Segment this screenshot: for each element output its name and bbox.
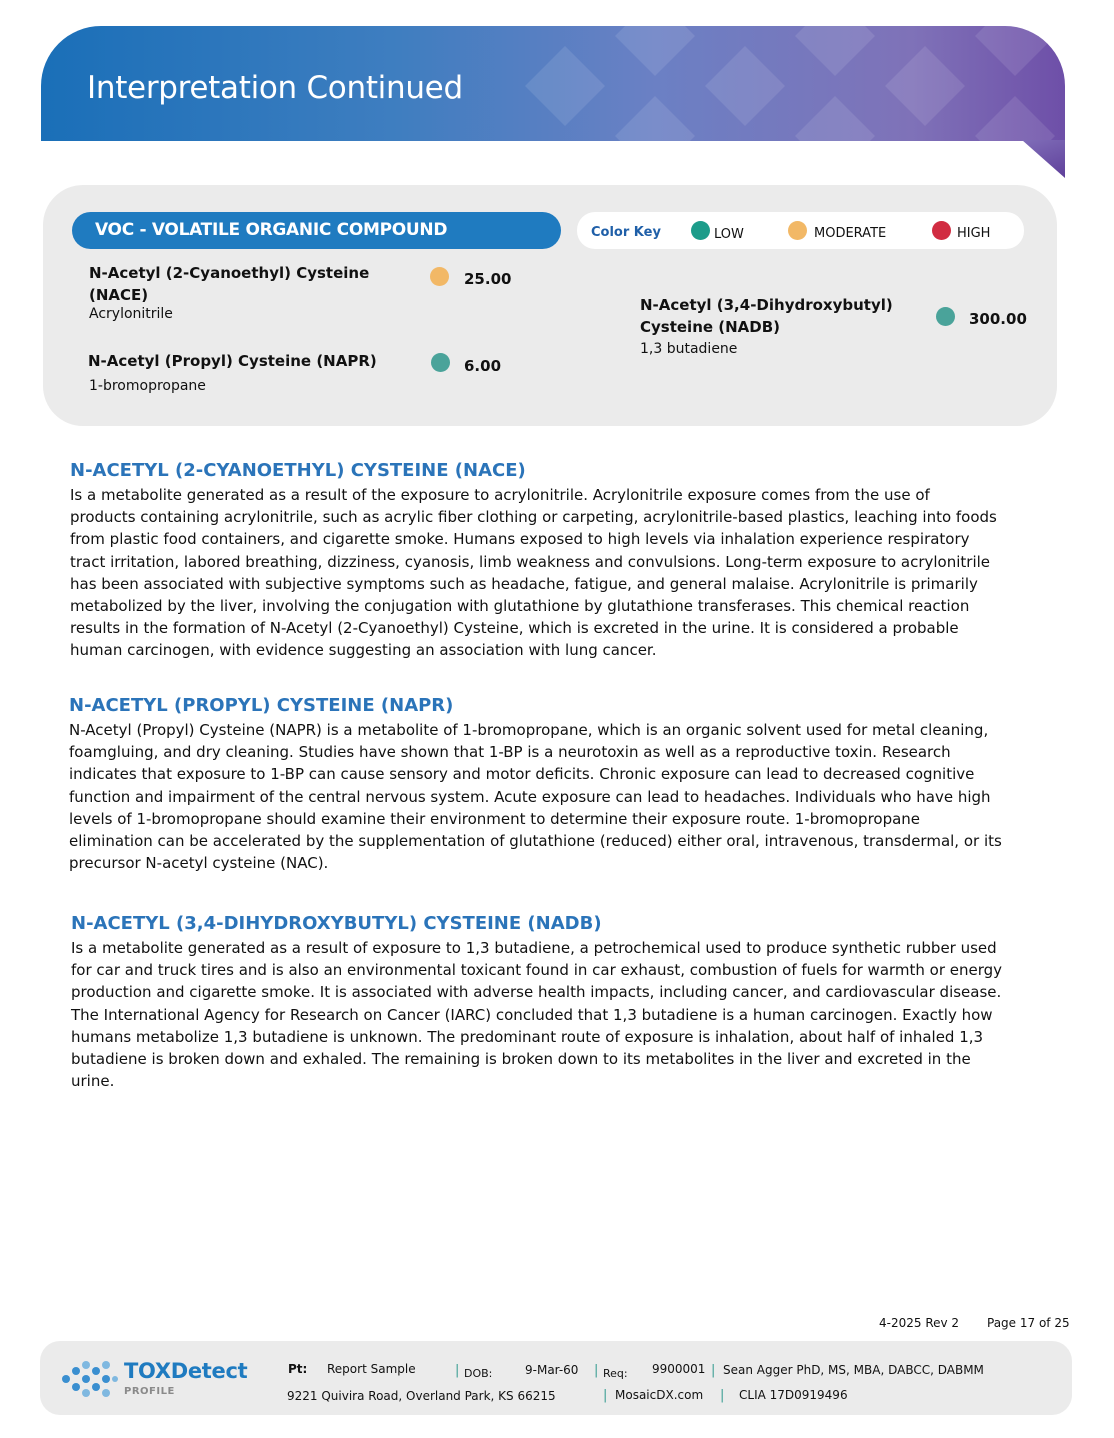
analyte-source-nace: Acrylonitrile xyxy=(89,306,173,322)
analyte-value-nace: 25.00 xyxy=(464,270,512,288)
toxdetect-logo-icon xyxy=(60,1360,120,1398)
revision-label: 4-2025 Rev 2 xyxy=(879,1316,960,1330)
analyte-name-nadb: N-Acetyl (3,4-Dihydroxybutyl) Cysteine (NADB) xyxy=(640,296,893,336)
low-level-dot-icon xyxy=(431,353,450,372)
req-label: Req: xyxy=(603,1367,628,1380)
analyte-value-napr: 6.00 xyxy=(464,357,502,375)
paragraph-line: human carcinogen, with evidence suggesting an association with lung cancer. xyxy=(70,641,657,660)
website-link[interactable]: MosaicDX.com xyxy=(615,1388,704,1402)
paragraph-line: from plastic food containers, and cigarette smoke. Humans exposed to high levels via inhalation experience respiratory xyxy=(70,530,970,549)
banner-tail xyxy=(1022,140,1065,178)
paragraph-line: indicates that exposure to 1-BP can cause sensory and motor deficits. Chronic exposure can lead to decreased cognitive xyxy=(69,765,975,784)
paragraph-line: Is a metabolite generated as a result of exposure to 1,3 butadiene, a petrochemical used to produce synthetic rubber used xyxy=(71,939,997,957)
section-body-nadb xyxy=(71,937,1002,1092)
paragraph-line: N-Acetyl (Propyl) Cysteine (NAPR) is a metabolite of 1-bromopropane, which is an organic solvent used for metal cleaning, xyxy=(69,721,989,739)
page-title: Interpretation Continued xyxy=(87,70,463,106)
analyte-source-nadb: 1,3 butadiene xyxy=(640,341,738,357)
paragraph-line: products containing acrylonitrile, such as acrylic fiber clothing or carpeting, acrylonitrile-based plastics, leaching into foods xyxy=(70,508,997,527)
section-body-napr xyxy=(69,719,1002,874)
moderate-level-dot-icon xyxy=(430,267,449,286)
separator: | xyxy=(711,1363,716,1378)
paragraph-line: elimination can be accelerated by the supplementation of glutathione (reduced) either oral, intravenous, transdermal, or its xyxy=(69,832,1002,851)
analyte-value-nadb: 300.00 xyxy=(969,310,1027,328)
paragraph-line: production and cigarette smoke. It is associated with adverse health impacts, including cancer, and cardiovascular disease. xyxy=(71,983,1002,1002)
paragraph-line: results in the formation of N-Acetyl (2-Cyanoethyl) Cysteine, which is excreted in the urine. It is considered a probable xyxy=(70,619,959,638)
dob-value: 9-Mar-60 xyxy=(525,1363,579,1377)
paragraph-line: Is a metabolite generated as a result of the exposure to acrylonitrile. Acrylonitrile exposure comes from the use of xyxy=(70,486,930,504)
clia-number: CLIA 17D0919496 xyxy=(739,1388,848,1402)
analyte-name-napr: N-Acetyl (Propyl) Cysteine (NAPR) xyxy=(88,352,377,370)
section-label-voc: VOC - VOLATILE ORGANIC COMPOUND xyxy=(72,212,561,249)
paragraph-line: has been associated with subjective symptoms such as headache, fatigue, and general malaise. Acrylonitrile is primarily xyxy=(70,574,978,593)
separator: | xyxy=(603,1388,608,1403)
separator: | xyxy=(594,1363,599,1378)
section-heading-napr: N-ACETYL (PROPYL) CYSTEINE (NAPR) xyxy=(69,695,454,716)
section-body-nace xyxy=(70,484,997,662)
physician-name: Sean Agger PhD, MS, MBA, DABCC, DABMM xyxy=(723,1363,984,1377)
paragraph-line: tract irritation, labored breathing, dizziness, cyanosis, limb weakness and convulsions. Long-term exposure to acrylonitrile xyxy=(70,552,991,571)
req-value: 9900001 xyxy=(652,1362,706,1376)
separator: | xyxy=(720,1388,725,1403)
paragraph-line: foamgluing, and dry cleaning. Studies have shown that 1-BP is a neurotoxin as well as a reproductive toxin. Research xyxy=(69,743,951,762)
hexagon-pattern xyxy=(505,26,1065,141)
page-number: Page 17 of 25 xyxy=(987,1316,1070,1330)
dob-label: DOB: xyxy=(464,1367,493,1380)
section-heading-nadb: N-ACETYL (3,4-DIHYDROXYBUTYL) CYSTEINE (NADB) xyxy=(71,913,602,934)
moderate-dot-icon xyxy=(788,221,807,240)
analyte-source-napr: 1-bromopropane xyxy=(89,378,206,394)
logo-subtitle: PROFILE xyxy=(124,1386,175,1397)
section-heading-nace: N-ACETYL (2-CYANOETHYL) CYSTEINE (NACE) xyxy=(70,460,526,481)
paragraph-line: urine. xyxy=(71,1072,115,1091)
color-key-low: LOW xyxy=(714,227,744,242)
analyte-name-nace: N-Acetyl (2-Cyanoethyl) Cysteine (NACE) xyxy=(89,264,370,304)
paragraph-line: humans metabolize 1,3 butadiene is unknown. The predominant route of exposure is inhalation, about half of inhaled 1,3 xyxy=(71,1027,984,1046)
high-dot-icon xyxy=(932,221,951,240)
paragraph-line: levels of 1-bromopropane should examine their environment to determine their exposure route. 1-bromopropane xyxy=(69,809,921,828)
logo-wordmark: TOXDetect xyxy=(124,1359,248,1383)
paragraph-line: metabolized by the liver, involving the conjugation with glutathione by glutathione transferases. This chemical reaction xyxy=(70,597,970,616)
paragraph-line: function and impairment of the central nervous system. Acute exposure can lead to headaches. Individuals who have high xyxy=(69,787,991,806)
low-level-dot-icon xyxy=(936,307,955,326)
low-dot-icon xyxy=(691,221,710,240)
patient-value: Report Sample xyxy=(327,1362,416,1376)
paragraph-line: for car and truck tires and is also an environmental toxicant found in car exhaust, combustion of fuels for warmth or energy xyxy=(71,961,1003,980)
color-key-high: HIGH xyxy=(957,226,991,241)
paragraph-line: butadiene is broken down and exhaled. The remaining is broken down to its metabolites in the liver and excreted in the xyxy=(71,1050,971,1069)
patient-label: Pt: xyxy=(288,1362,308,1376)
lab-address: 9221 Quivira Road, Overland Park, KS 66215 xyxy=(287,1389,556,1403)
paragraph-line: precursor N-acetyl cysteine (NAC). xyxy=(69,854,329,873)
paragraph-line: The International Agency for Research on Cancer (IARC) concluded that 1,3 butadiene is a human carcinogen. Exactly how xyxy=(71,1005,993,1024)
separator: | xyxy=(455,1363,460,1378)
color-key-moderate: MODERATE xyxy=(814,226,887,241)
color-key-title: Color Key xyxy=(591,225,661,240)
